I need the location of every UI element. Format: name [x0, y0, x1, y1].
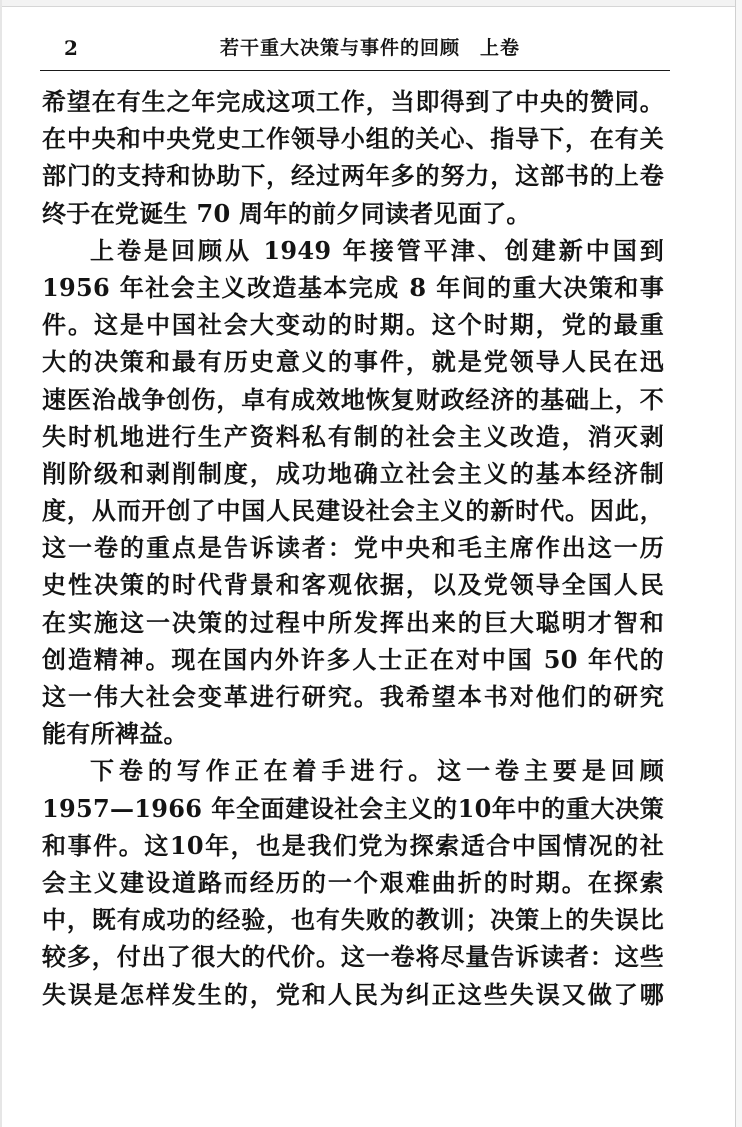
text-line: 部门的支持和协助下，经过两年多的努力，这部书的上卷 [42, 161, 664, 191]
paragraph-end-line: 终于在党诞生 70 周年的前夕同读者见面了。 [42, 198, 531, 228]
body-text [42, 83, 664, 1013]
text-line: 件。这是中国社会大变动的时期。这个时期，党的最重 [42, 310, 664, 340]
running-title: 若干重大决策与事件的回顾 上卷 [220, 37, 521, 59]
text-line: 史性决策的时代背景和客观依据，以及党领导全国人民 [42, 570, 664, 600]
text-line: 失误是怎样发生的，党和人民为纠正这些失误又做了哪 [42, 979, 664, 1009]
text-line: 1956 年社会主义改造基本完成 8 年间的重大决策和事 [42, 272, 664, 302]
text-line: 速医治战争创伤，卓有成效地恢复财政经济的基础上，不 [42, 384, 664, 414]
text-line: 度，从而开创了中国人民建设社会主义的新时代。因此， [42, 496, 664, 526]
page-number: 2 [64, 36, 78, 60]
text-line: 这一卷的重点是告诉读者：党中央和毛主席作出这一历 [42, 533, 664, 563]
text-line: 失时机地进行生产资料私有制的社会主义改造，消灭剥 [42, 421, 664, 451]
text-line: 和事件。这10年，也是我们党为探索适合中国情况的社 [42, 830, 664, 860]
text-line: 在中央和中央党史工作领导小组的关心、指导下，在有关 [42, 124, 664, 154]
paragraph-start-line: 上卷是回顾从 1949 年接管平津、创建新中国到 [90, 235, 664, 265]
text-line: 会主义建设道路而经历的一个艰难曲折的时期。在探索 [42, 867, 664, 897]
text-line: 1957—1966 年全面建设社会主义的10年中的重大决策 [42, 793, 664, 823]
text-line: 中，既有成功的经验，也有失败的教训；决策上的失误比 [42, 905, 664, 935]
text-line: 这一伟大社会变革进行研究。我希望本书对他们的研究 [42, 682, 664, 711]
page-right-edge [735, 0, 742, 1127]
page-left-edge [0, 0, 2, 1127]
paragraph-start-line: 下卷的写作正在着手进行。这一卷主要是回顾 [90, 756, 664, 786]
text-line: 削阶级和剥削制度，成功地确立社会主义的基本经济制 [42, 458, 664, 488]
page-top-edge [0, 0, 742, 7]
text-line: 大的决策和最有历史意义的事件，就是党领导人民在迅 [42, 347, 664, 377]
text-line: 较多，付出了很大的代价。这一卷将尽量告诉读者：这些 [42, 942, 664, 972]
text-line: 创造精神。现在国内外许多人士正在对中国 50 年代的 [42, 644, 664, 674]
header-rule [40, 70, 670, 71]
text-line: 在实施这一决策的过程中所发挥出来的巨大聪明才智和 [42, 607, 664, 637]
page-header [40, 34, 670, 68]
paragraph-end-line: 能有所裨益。 [42, 719, 188, 749]
text-line: 希望在有生之年完成这项工作，当即得到了中央的赞同。 [42, 87, 664, 116]
